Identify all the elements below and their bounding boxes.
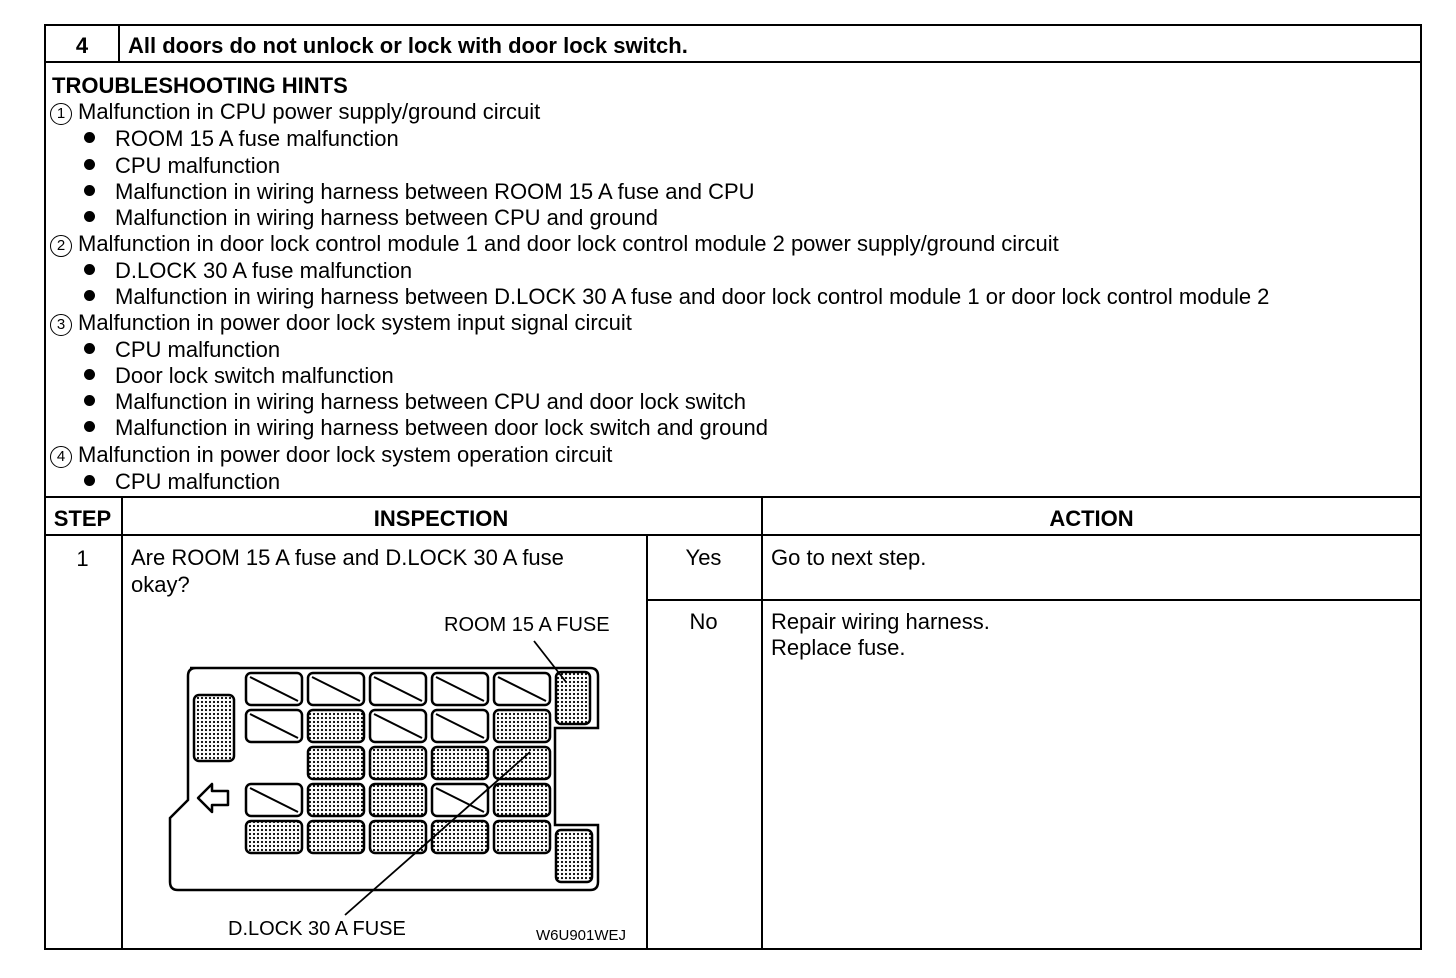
relay-right-bottom <box>556 830 592 882</box>
circled-number-4: 4 <box>50 446 72 468</box>
fuse-row-4 <box>246 784 550 816</box>
circled-number-3: 3 <box>50 314 72 336</box>
yes-action: Go to next step. <box>771 545 927 570</box>
bullet-text: CPU malfunction <box>115 469 281 494</box>
fuse-room <box>556 672 590 724</box>
relay-left <box>194 695 234 761</box>
bullet-text: Malfunction in wiring harness between ROOM 15 A fuse and CPU <box>115 179 755 204</box>
bullet-text: D.LOCK 30 A fuse malfunction <box>115 258 413 283</box>
hint-group-text: Malfunction in power door lock system input signal circuit <box>78 310 632 335</box>
fuse-row-1 <box>246 673 550 705</box>
room-fuse-label: ROOM 15 A FUSE <box>444 614 610 636</box>
figure-code: W6U901WEJ <box>536 927 627 944</box>
yes-label: Yes <box>685 545 722 570</box>
bullet-text: Malfunction in wiring harness between CPU and door lock switch <box>115 389 746 414</box>
no-label: No <box>689 609 718 634</box>
circled-number-1: 1 <box>50 103 72 125</box>
left-arrow-icon <box>198 784 228 812</box>
no-action-line-2: Replace fuse. <box>771 635 906 660</box>
column-header-step: STEP <box>53 506 112 531</box>
hint-group-text: Malfunction in door lock control module 1 and door lock control module 2 power supply/ground circuit <box>78 231 1059 256</box>
inspection-question-line-2: okay? <box>131 572 190 597</box>
hints-heading: TROUBLESHOOTING HINTS <box>52 73 348 98</box>
bullet-text: Door lock switch malfunction <box>115 363 394 388</box>
header-title: All doors do not unlock or lock with door lock switch. <box>128 33 688 58</box>
column-header-inspection: INSPECTION <box>373 506 509 531</box>
fuse-row-3 <box>308 747 550 779</box>
fuse-row-2 <box>246 710 550 742</box>
no-action-line-1: Repair wiring harness. <box>771 609 990 634</box>
bullet-text: CPU malfunction <box>115 153 281 178</box>
hint-group-text: Malfunction in CPU power supply/ground circuit <box>78 99 541 124</box>
inspection-question-line-1: Are ROOM 15 A fuse and D.LOCK 30 A fuse <box>131 545 564 570</box>
header-number: 4 <box>75 33 89 58</box>
bullet-text: ROOM 15 A fuse malfunction <box>115 126 399 151</box>
bullet-text: Malfunction in wiring harness between D.LOCK 30 A fuse and door lock control module 1 or door lock control module 2 <box>115 284 1270 309</box>
bullet-text: Malfunction in wiring harness between door lock switch and ground <box>115 415 769 440</box>
column-header-action: ACTION <box>1049 506 1134 531</box>
circled-number-2: 2 <box>50 235 72 257</box>
fuse-row-5 <box>246 821 550 853</box>
dlock-fuse-label: D.LOCK 30 A FUSE <box>228 918 406 940</box>
bullet-text: CPU malfunction <box>115 337 281 362</box>
bullet-text: Malfunction in wiring harness between CPU and ground <box>115 205 658 230</box>
hint-group-text: Malfunction in power door lock system operation circuit <box>78 442 613 467</box>
step-number: 1 <box>76 546 89 571</box>
